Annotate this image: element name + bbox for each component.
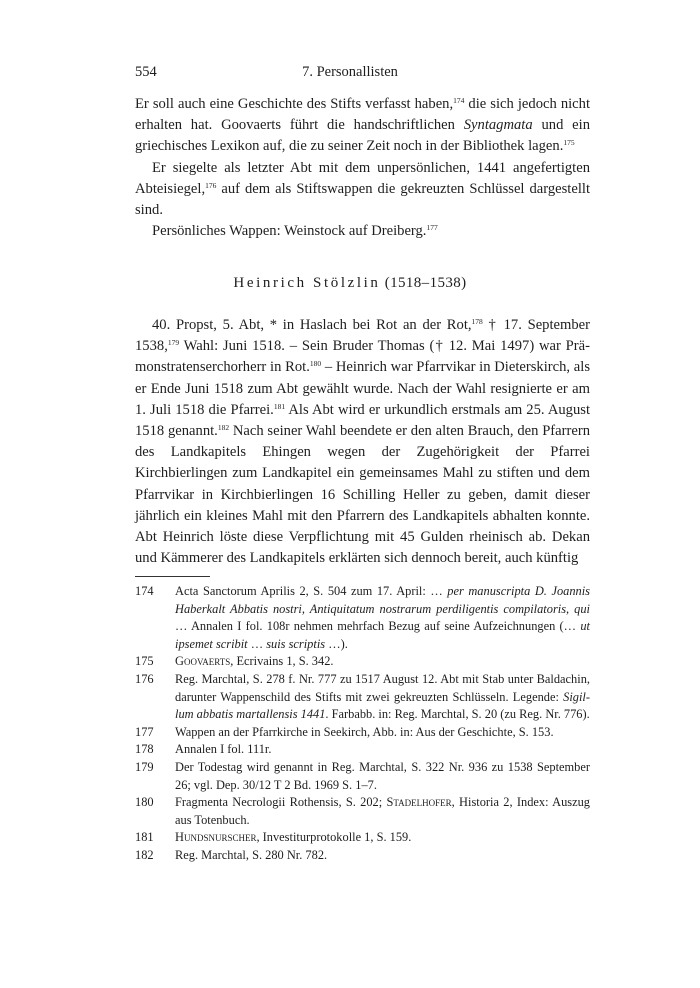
- text-run: † 17. September 1538,: [135, 317, 590, 355]
- footnote-ref: 175: [563, 138, 575, 148]
- footnote-number: 182: [135, 847, 154, 862]
- footnote-number: 175: [135, 654, 154, 669]
- footnote-number: 174: [135, 584, 154, 598]
- text-run: Wahl: Juni 1518. – Sein Bruder Thomas († 12. Mai 1497) war Prämonstratenserchorherr in Rot.: [135, 338, 590, 376]
- footnote-number: 180: [135, 795, 154, 810]
- text-run: Persönliches Wappen: Weinstock auf Dreiberg.: [152, 223, 427, 240]
- entry-heading: [0, 275, 700, 292]
- paragraph: [135, 315, 590, 569]
- footnote-text: Acta Sanctorum Aprilis 2, S. 504 zum 17. April: … per manuscripta D. Joannis Haberkalt Abbatis nostri, Antiquitatum nostrarum perdiligentis compilatoris, qui … Annalen I fol. 108r nehmen mehrfach Bezug auf seine Aufzeichnungen (… ut ipsemet scribit … suis scriptis …).: [175, 584, 591, 651]
- footnote-number: 176: [135, 671, 154, 686]
- text-run: die sich jedoch nicht erhalten hat. Goovaerts führt die handschriftlichen: [135, 96, 591, 134]
- footnote-ref: 182: [217, 423, 230, 433]
- text-run: – Heinrich war Pfarrvikar in Dieterskirch, als er Ende Juni 1518 zum Abt gewählt wurde. Nach der Wahl resignierte er am 1. Juli 1518 die Pfarrei.: [135, 359, 590, 418]
- footnote-ref: 180: [309, 359, 322, 369]
- previous-entry-text: [135, 94, 590, 242]
- text-run: 40. Propst, 5. Abt, * in Haslach bei Rot an der Rot,: [152, 317, 472, 333]
- text-run: Nach seiner Wahl beendete er den alten Brauch, den Pfarrern des Landkapitels Ehingen wegen der Zugehörigkeit der Pfarrei Kirchbierlingen zum Landkapitel ein gemeinsames Mahl zu stiften und dem Pfarrvikar in Kirchbierlingen 16 Schilling Heller zu geben, damit dieser jährlich ein kleines Mahl mit den Pfarrern des Landkapitels abhalten konnte. Abt Heinrich löste diese Verpflichtung mit 45 Gulden rheinisch ab. Dekan und Kämmerer des Landkapitels erklärten sich dennoch bereit, auch künftig: [135, 423, 590, 567]
- footnote-number: 178: [135, 742, 154, 757]
- italic-title: Syntagmata: [463, 117, 533, 134]
- footnote-ref: 177: [426, 223, 438, 233]
- footnote-text: Reg. Marchtal, S. 280 Nr. 782.: [175, 847, 328, 862]
- footnote-number: 177: [135, 724, 154, 739]
- footnote: [135, 653, 590, 671]
- footnote: [135, 847, 590, 865]
- page-number: 554: [135, 64, 157, 80]
- footnote-text: Fragmenta Necrologii Rothensis, S. 202; Stadelhofer, Historia 2, Index: Auszug aus Totenbuch.: [175, 795, 590, 827]
- entry-text: [135, 315, 590, 569]
- footnote-ref: 178: [471, 317, 483, 326]
- paragraph: [135, 94, 590, 158]
- abbot-dates: (1518–1538): [384, 275, 467, 291]
- footnote: [135, 794, 590, 829]
- footnote: [135, 759, 590, 794]
- footnote-ref: 174: [453, 96, 465, 105]
- footnote-ref: 179: [167, 338, 180, 348]
- footnote-text: Der Todestag wird genannt in Reg. Marchtal, S. 322 Nr. 936 zu 1538 September 26; vgl. Dep. 30/12 T 2 Bd. 1969 S. 1–7.: [175, 759, 590, 792]
- footnote-ref: 176: [205, 180, 217, 190]
- paragraph: [135, 158, 590, 222]
- running-title: 7. Personallisten: [302, 64, 398, 80]
- abbot-name: Heinrich Stölzlin: [233, 275, 381, 291]
- footnote-text: Hundsnurscher, Investiturprotokolle 1, S. 159.: [175, 830, 412, 845]
- text-run: Er soll auch eine Geschichte des Stifts verfasst haben,: [135, 96, 454, 112]
- text-run: Als Abt wird er urkundlich erstmals am 25. August 1518 genannt.: [135, 401, 590, 440]
- footnote-text: Annalen I fol. 111r.: [175, 742, 272, 757]
- paragraph: [135, 221, 590, 242]
- text-run: und ein griechisches Lexikon auf, die zu seiner Zeit noch in der Bibliothek lagen.: [135, 117, 590, 155]
- footnote-text: Wappen an der Pfarrkirche in Seekirch, Abb. in: Aus der Geschichte, S. 153.: [175, 724, 554, 739]
- footnote-rule: [135, 576, 210, 577]
- footnote: [135, 724, 590, 742]
- footnote-text: Goovaerts, Ecrivains 1, S. 342.: [175, 654, 334, 669]
- footnote-text: Reg. Marchtal, S. 278 f. Nr. 777 zu 1517 August 12. Abt mit Stab unter Baldachin, darunter Wappenschild des Stifts mit zwei gekreuzten Schlüsseln. Legende: Sigillum abbatis martallensis 1441. Farbabb. in: Reg. Marchtal, S. 20 (zu Reg. Nr. 776).: [175, 671, 590, 722]
- footnote: [135, 741, 590, 759]
- footnote: [135, 583, 590, 653]
- footnote: [135, 671, 590, 724]
- footnote-number: 181: [135, 830, 154, 845]
- footnote-number: 179: [135, 759, 154, 774]
- footnotes: [135, 583, 590, 865]
- text-run: Er siegelte als letzter Abt mit dem unpersönlichen, 1441 angefertigten Abteisiegel,: [135, 159, 590, 197]
- text-run: auf dem als Stiftswappen die gekreuzten Schlüssel dargestellt sind.: [135, 180, 590, 219]
- footnote: [135, 829, 590, 847]
- footnote-ref: 181: [273, 401, 286, 411]
